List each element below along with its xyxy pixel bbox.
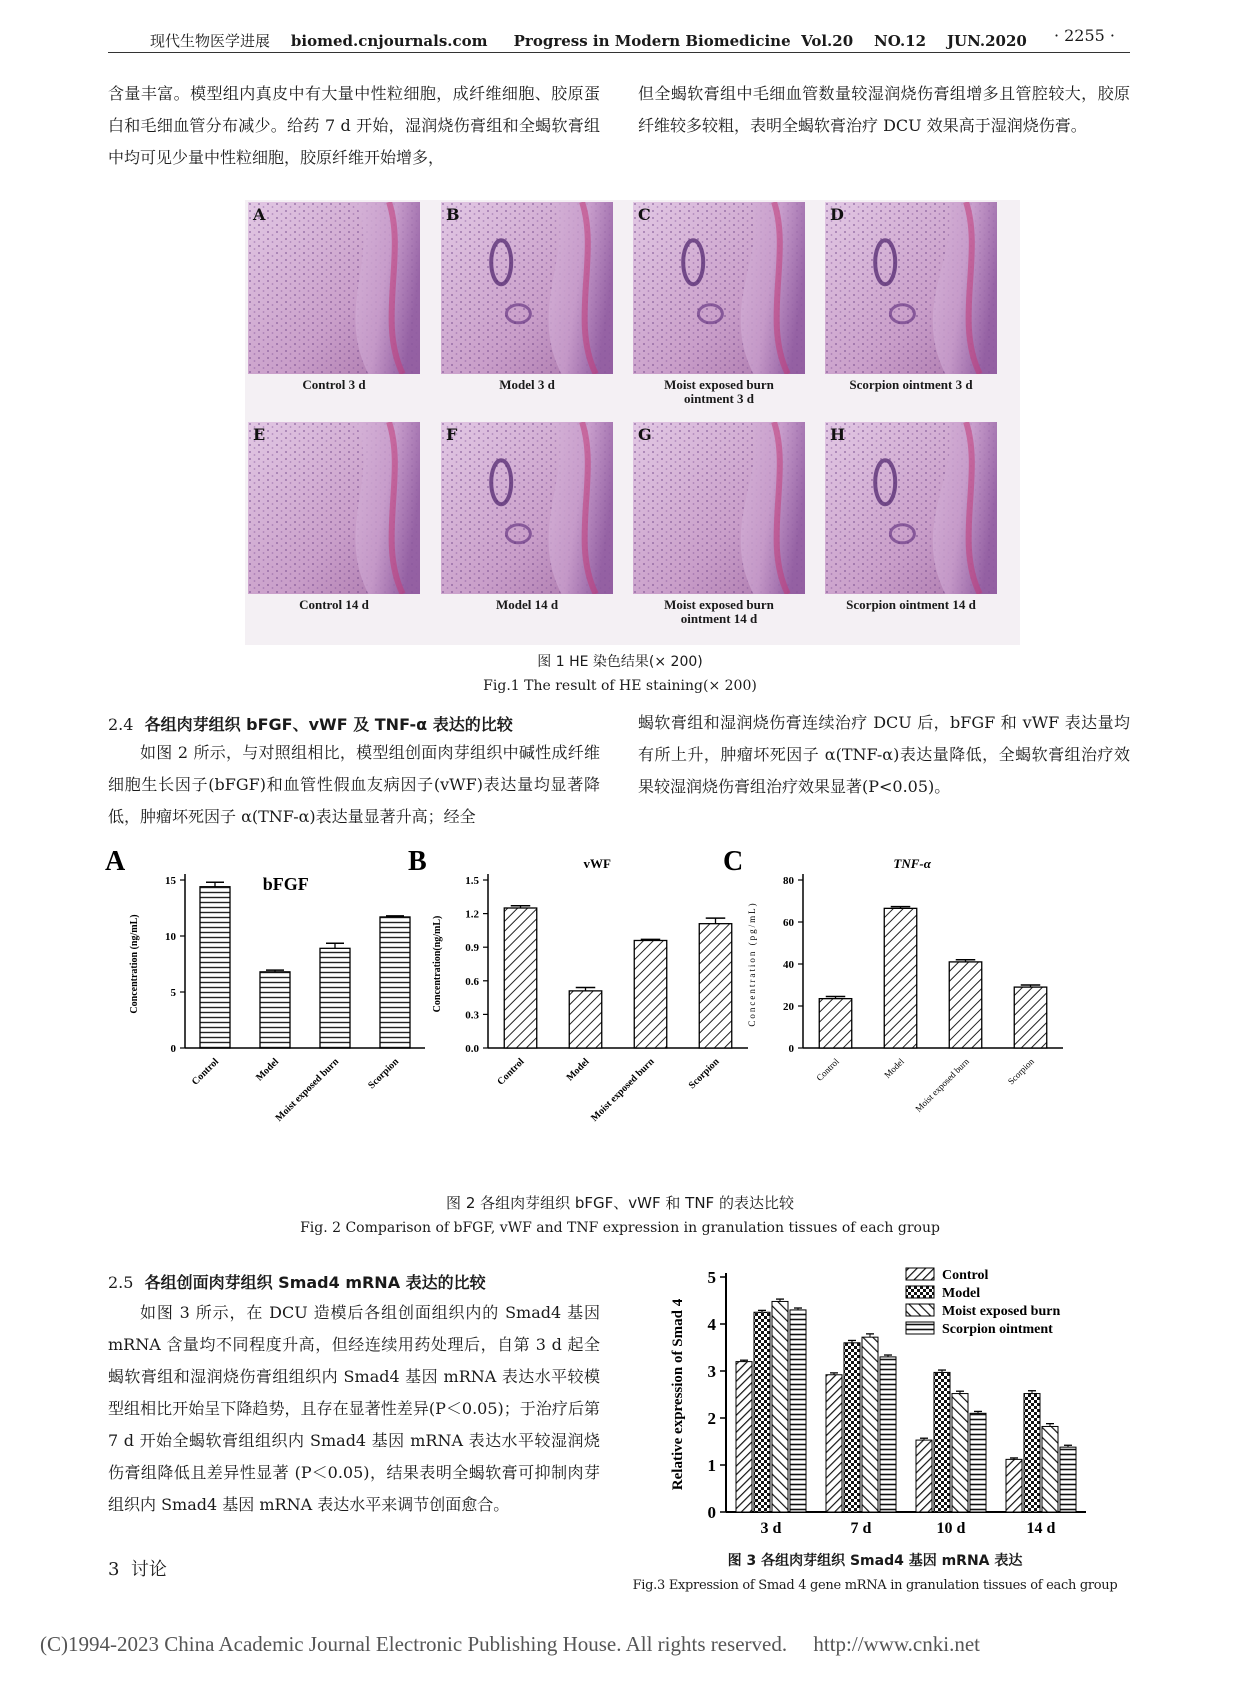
x-tick-label: Moist exposed burn xyxy=(589,1056,657,1124)
y-tick-label: 4 xyxy=(707,1315,716,1334)
y-tick-label: 80 xyxy=(783,875,794,887)
legend-swatch xyxy=(906,1322,934,1334)
tissue-micrograph xyxy=(248,422,420,594)
y-tick-label: 0.3 xyxy=(465,1009,479,1022)
he-panel-e xyxy=(248,422,420,594)
bar xyxy=(862,1337,878,1512)
bar xyxy=(200,887,230,1048)
bar xyxy=(736,1362,752,1512)
section-2-4-left xyxy=(108,737,600,833)
he-panel-g xyxy=(633,422,805,594)
tissue-micrograph xyxy=(441,422,613,594)
paragraph: 蝎软膏组和湿润烧伤膏连续治疗 DCU 后，bFGF 和 vWF 表达量均有所上升，肿瘤坏死因子 α(TNF-α)表达量降低，全蝎软膏组治疗效果较湿润烧伤膏组治疗效果显著(P<0.05)。 xyxy=(638,713,1130,796)
y-tick-label: 5 xyxy=(707,1268,716,1287)
panel-letter: C xyxy=(723,846,744,877)
x-tick-label: 3 d xyxy=(760,1520,782,1537)
panel-label: Control 3 d xyxy=(302,377,366,392)
bar xyxy=(884,908,917,1048)
column-right-top xyxy=(638,78,1130,142)
column-left-top xyxy=(108,78,600,174)
section-2-5-text xyxy=(108,1297,600,1521)
y-tick-label: 2 xyxy=(707,1409,716,1428)
figure-3-chart xyxy=(668,1262,1108,1547)
bar xyxy=(772,1301,788,1512)
y-tick-label: 0.6 xyxy=(465,975,479,988)
x-tick-label: Control xyxy=(495,1056,527,1088)
y-tick-label: 15 xyxy=(165,875,176,887)
legend-label: Moist exposed burn xyxy=(942,1304,1061,1319)
figure-2-caption-zh: 图 2 各组肉芽组织 bFGF、vWF 和 TNF 的表达比较 xyxy=(446,1194,794,1212)
journal-issue: NO.12 xyxy=(874,32,927,50)
section-number: 2.5 xyxy=(108,1273,134,1292)
bar xyxy=(380,917,410,1048)
panel-letter: B xyxy=(408,846,427,877)
y-tick-label: 0.0 xyxy=(465,1043,479,1055)
section-2-5-heading xyxy=(108,1270,486,1293)
y-tick-label: 0 xyxy=(170,1043,176,1055)
x-tick-label: Moist exposed burn xyxy=(273,1056,342,1124)
y-tick-label: 1.2 xyxy=(465,908,479,921)
bar xyxy=(569,991,602,1048)
y-tick-label: 0 xyxy=(707,1503,716,1522)
legend-label: Control xyxy=(942,1268,989,1283)
legend-swatch xyxy=(906,1268,934,1280)
y-axis-label: Concentration (ng/mL) xyxy=(129,914,140,1014)
paragraph: 含量丰富。模型组内真皮中有大量中性粒细胞，成纤维细胞、胶原蛋白和毛细血管分布减少。给药 7 d 开始，湿润烧伤膏组和全蝎软膏组中均可见少量中性粒细胞，胶原纤维开始增多， xyxy=(108,84,600,167)
panel-label: Model 14 d xyxy=(495,597,559,612)
bar xyxy=(320,948,350,1048)
y-axis-label: Concentration(ng/mL) xyxy=(432,915,443,1013)
bar xyxy=(790,1310,806,1512)
bar xyxy=(634,940,667,1048)
bar xyxy=(826,1375,842,1512)
journal-site: biomed.cnjournals.com xyxy=(290,32,488,50)
bar xyxy=(844,1343,860,1512)
bar xyxy=(1024,1394,1040,1512)
legend-swatch xyxy=(906,1286,934,1298)
panel-label: Control 14 d xyxy=(299,597,369,612)
legend-swatch xyxy=(906,1304,934,1316)
bar xyxy=(934,1372,950,1512)
panel-letter: G xyxy=(638,425,652,444)
legend-label: Model xyxy=(942,1286,981,1301)
figure-2-caption-en: Fig. 2 Comparison of bFGF, vWF and TNF expression in granulation tissues of each group xyxy=(300,1220,940,1236)
bar xyxy=(916,1440,932,1512)
section-title: 各组创面肉芽组织 Smad4 mRNA 表达的比较 xyxy=(144,1273,486,1292)
journal-date: JUN.2020 xyxy=(946,32,1027,50)
panel-letter: H xyxy=(830,425,846,444)
bar xyxy=(949,962,982,1048)
y-tick-label: 3 xyxy=(707,1362,716,1381)
he-panel-b xyxy=(441,202,613,374)
y-tick-label: 10 xyxy=(165,931,176,943)
x-tick-label: Scorpion xyxy=(1005,1056,1036,1087)
bar xyxy=(952,1394,968,1512)
he-panel-f xyxy=(441,422,613,594)
bar xyxy=(504,908,537,1048)
panel-label: Scorpion ointment 3 d xyxy=(849,377,973,392)
tissue-micrograph xyxy=(633,202,805,374)
y-axis-label: Concentration (pg/mL) xyxy=(747,901,757,1027)
tissue-micrograph xyxy=(825,422,997,594)
y-axis-label: Relative expression of Smad 4 xyxy=(670,1298,686,1491)
panel-letter: E xyxy=(253,425,266,444)
journal-name-en: Progress in Modern Biomedicine xyxy=(513,32,791,50)
bar xyxy=(819,999,852,1048)
bar xyxy=(880,1357,896,1512)
bar xyxy=(1014,987,1047,1048)
section-number: 3 xyxy=(108,1559,120,1580)
x-tick-label: Control xyxy=(814,1056,841,1083)
figure-1-caption-en: Fig.1 The result of HE staining(× 200) xyxy=(483,678,757,694)
section-title: 各组肉芽组织 bFGF、vWF 及 TNF-α 表达的比较 xyxy=(144,715,513,734)
x-tick-label: Model xyxy=(882,1056,906,1081)
panel-letter: D xyxy=(830,205,844,224)
panel-letter: F xyxy=(446,425,458,444)
y-tick-label: 5 xyxy=(170,987,176,999)
figure-2-charts xyxy=(100,840,1140,1185)
x-tick-label: 10 d xyxy=(936,1520,966,1537)
chart-title: TNF-α xyxy=(893,856,931,871)
bar xyxy=(1006,1459,1022,1512)
y-tick-label: 0.9 xyxy=(465,942,479,955)
running-header xyxy=(150,24,1115,54)
figure-1 xyxy=(245,200,1020,645)
paragraph: 如图 3 所示，在 DCU 造模后各组创面组织内的 Smad4 基因 mRNA 含量均不同程度升高，但经连续用药处理后，自第 3 d 起全蝎软膏组和湿润烧伤膏组组织内 Smad4 基因 mRNA 表达水平较模型组相比开始呈下降趋势，且存在显著性差异(P＜0.05)；于治疗后第 7 d 开始全蝎软膏组组织内 Smad4 基因 mRNA 表达水平较湿润烧伤膏组降低且差异性显著 (P＜0.05)，结果表明全蝎软膏可抑制肉芽组织内 Smad4 基因 mRNA 表达水平来调节创面愈合。 xyxy=(108,1303,600,1514)
tissue-micrograph xyxy=(441,202,613,374)
section-number: 2.4 xyxy=(108,715,134,734)
he-panel-d xyxy=(825,202,997,374)
section-2-4-right xyxy=(638,707,1130,803)
paragraph: 如图 2 所示，与对照组相比，模型组创面肉芽组织中碱性成纤维细胞生长因子(bFGF)和血管性假血友病因子(vWF)表达量均显著降低，肿瘤坏死因子 α(TNF-α)表达量显著升高；经全 xyxy=(108,743,600,826)
section-title: 讨论 xyxy=(130,1559,167,1580)
panel-letter: A xyxy=(105,846,126,877)
copyright-footer xyxy=(40,1632,980,1657)
figure-3-caption-zh: 图 3 各组肉芽组织 Smad4 基因 mRNA 表达 xyxy=(727,1553,1023,1569)
panel-label: Moist exposed burn ointment 14 d xyxy=(664,597,774,626)
y-tick-label: 60 xyxy=(783,917,794,929)
x-tick-label: Moist exposed burn xyxy=(913,1056,971,1114)
paragraph: 但全蝎软膏组中毛细血管数量较湿润烧伤膏组增多且管腔较大，胶原纤维较多较粗，表明全蝎软膏治疗 DCU 效果高于湿润烧伤膏。 xyxy=(638,84,1130,135)
he-panel-h xyxy=(825,422,997,594)
y-tick-label: 40 xyxy=(783,959,794,971)
y-tick-label: 0 xyxy=(788,1043,794,1055)
x-tick-label: 14 d xyxy=(1026,1520,1056,1537)
section-2-4-heading xyxy=(108,712,513,735)
panel-letter: C xyxy=(638,205,651,224)
tissue-micrograph xyxy=(248,202,420,374)
tissue-micrograph xyxy=(825,202,997,374)
bar xyxy=(260,972,290,1048)
x-tick-label: Scorpion xyxy=(686,1056,722,1092)
y-tick-label: 1 xyxy=(707,1456,716,1475)
journal-name-zh: 现代生物医学进展 xyxy=(150,32,271,50)
copyright-text: (C)1994-2023 China Academic Journal Electronic Publishing House. All rights reserved. xyxy=(40,1632,788,1656)
he-panel-c xyxy=(633,202,805,374)
panel-letter: A xyxy=(253,205,266,224)
x-tick-label: Model xyxy=(564,1056,592,1084)
chart-title: bFGF xyxy=(262,874,309,894)
section-3-heading xyxy=(108,1555,167,1581)
x-tick-label: 7 d xyxy=(850,1520,872,1537)
chart-title: vWF xyxy=(583,856,611,871)
bar xyxy=(699,924,732,1048)
figure-3-caption-en: Fig.3 Expression of Smad 4 gene mRNA in granulation tissues of each group xyxy=(632,1578,1118,1593)
x-tick-label: Model xyxy=(254,1056,282,1084)
figure-1-caption-zh: 图 1 HE 染色结果(× 200) xyxy=(537,654,703,670)
y-tick-label: 1.5 xyxy=(465,875,479,887)
cnki-link[interactable]: http://www.cnki.net xyxy=(813,1632,980,1656)
y-tick-label: 20 xyxy=(783,1001,794,1013)
bar xyxy=(1042,1426,1058,1512)
tissue-micrograph xyxy=(633,422,805,594)
bar xyxy=(754,1312,770,1512)
journal-volume: Vol.20 xyxy=(801,32,854,50)
panel-letter: B xyxy=(446,205,460,224)
header-rule xyxy=(108,52,1130,53)
page-number: · 2255 · xyxy=(1053,26,1115,45)
panel-label: Moist exposed burn ointment 3 d xyxy=(664,377,774,406)
bar xyxy=(1060,1447,1076,1512)
legend-label: Scorpion ointment xyxy=(942,1322,1053,1337)
x-tick-label: Control xyxy=(189,1056,222,1088)
panel-label: Model 3 d xyxy=(499,377,555,392)
bar xyxy=(970,1413,986,1512)
x-tick-label: Scorpion xyxy=(366,1056,402,1092)
panel-label: Scorpion ointment 14 d xyxy=(846,597,976,612)
he-panel-a xyxy=(248,202,420,374)
